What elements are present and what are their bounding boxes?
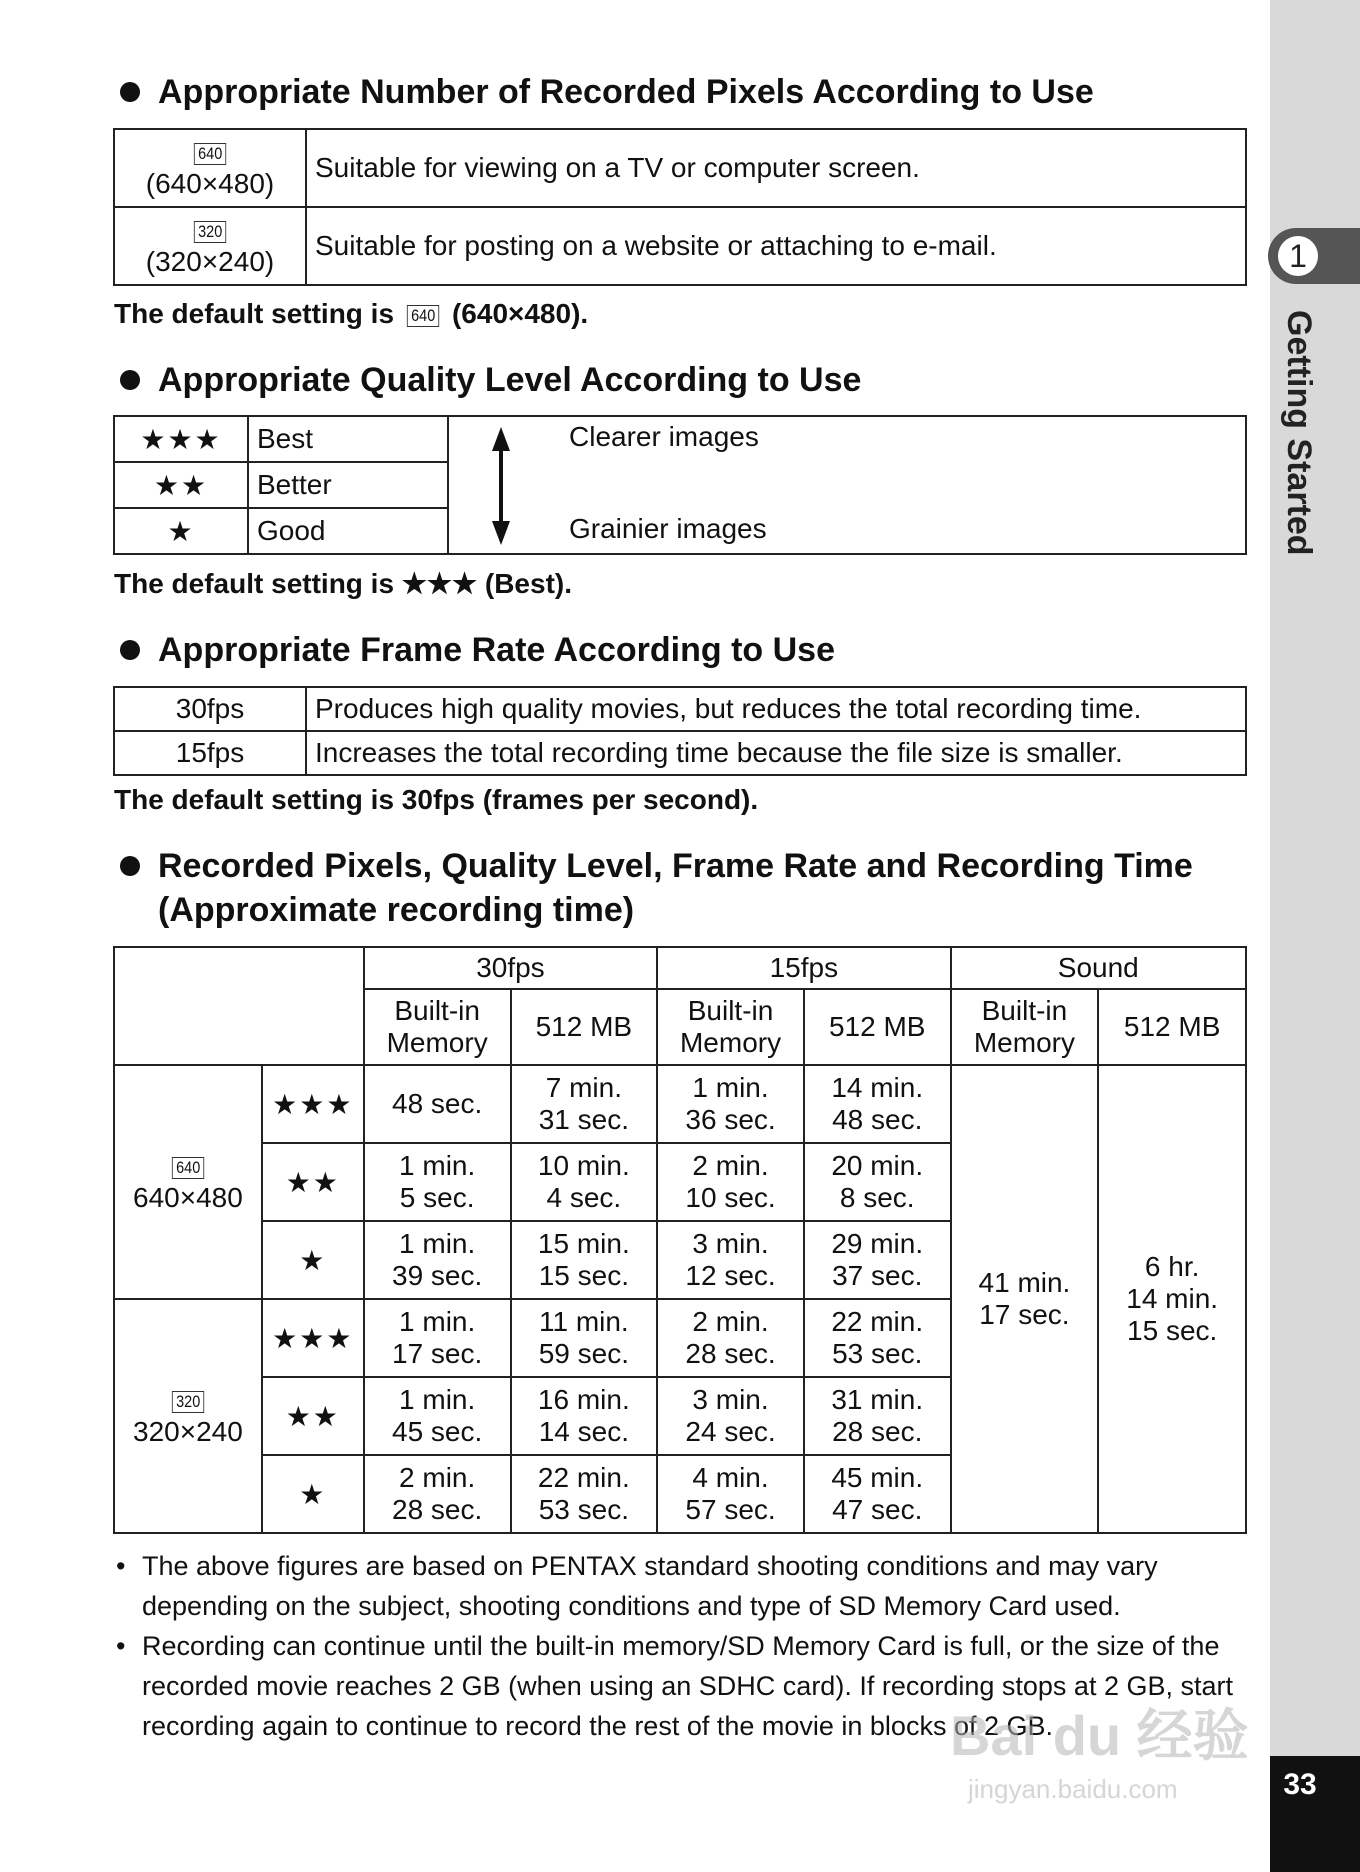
framerate-default-note: The default setting is 30fps (frames per second).	[114, 784, 759, 815]
framerate-value: 30fps	[114, 687, 306, 731]
heading-text: Appropriate Frame Rate According to Use	[158, 631, 835, 669]
pixels-table	[113, 128, 1247, 286]
header-card: 512 MB	[804, 989, 951, 1065]
page-number: 33	[1283, 1768, 1317, 1801]
time-cell: 7 min. 31 sec.	[511, 1065, 658, 1143]
header-card: 512 MB	[511, 989, 658, 1065]
time-cell: 1 min. 45 sec.	[364, 1377, 511, 1455]
grainier-images-text: Grainier images	[569, 513, 767, 544]
default-pre: The default setting is	[114, 298, 395, 329]
time-cell: 1 min. 36 sec.	[657, 1065, 804, 1143]
table-row	[114, 947, 1246, 989]
time-cell: 3 min. 24 sec.	[657, 1377, 804, 1455]
time-cell: 45 min. 47 sec.	[804, 1455, 951, 1533]
time-cell: 22 min. 53 sec.	[804, 1299, 951, 1377]
time-cell: 31 min. 28 sec.	[804, 1377, 951, 1455]
movie-640-icon: 640	[172, 1157, 205, 1179]
quality-stars: ★	[262, 1455, 364, 1533]
time-cell: 3 min. 12 sec.	[657, 1221, 804, 1299]
time-cell: 15 min. 15 sec.	[511, 1221, 658, 1299]
header-15fps: 15fps	[657, 947, 950, 989]
time-cell: 1 min. 5 sec.	[364, 1143, 511, 1221]
watermark-url: jingyan.baidu.com	[968, 1774, 1178, 1804]
pixels-default-note	[114, 296, 588, 332]
time-cell: 2 min. 28 sec.	[657, 1299, 804, 1377]
time-cell: 2 min. 10 sec.	[657, 1143, 804, 1221]
section-heading-recording-time	[120, 844, 1193, 932]
time-cell: 10 min. 4 sec.	[511, 1143, 658, 1221]
resolution-640-cell	[114, 1065, 262, 1299]
quality-stars: ★	[114, 508, 248, 554]
clearer-images-text: Clearer images	[569, 421, 759, 452]
framerate-table	[113, 686, 1247, 776]
heading-text: Appropriate Quality Level According to Use	[158, 361, 862, 399]
resolution-text: 320×240	[133, 1416, 243, 1447]
quality-stars: ★★★	[262, 1065, 364, 1143]
time-cell: 11 min. 59 sec.	[511, 1299, 658, 1377]
quality-scale-cell	[448, 416, 1246, 554]
movie-320-icon: 320	[172, 1391, 205, 1413]
note-text: The above figures are based on PENTAX standard shooting conditions and may vary depending on the subject, shooting conditions and type of SD Memory Card used.	[142, 1551, 1158, 1621]
quality-stars: ★★★	[114, 416, 248, 462]
pixels-size: (640×480)	[145, 168, 275, 199]
quality-default-note: The default setting is ★★★ (Best).	[114, 568, 573, 599]
section-heading-framerate	[120, 628, 835, 672]
quality-table	[113, 415, 1247, 555]
recording-time-table	[113, 946, 1247, 1534]
time-cell: 4 min. 57 sec.	[657, 1455, 804, 1533]
up-down-arrow-icon	[489, 427, 513, 545]
table-row	[114, 129, 1246, 207]
time-cell: 29 min. 37 sec.	[804, 1221, 951, 1299]
section-heading-pixels	[120, 70, 1094, 114]
time-cell: 48 sec.	[364, 1065, 511, 1143]
table-row	[114, 687, 1246, 731]
note-item	[114, 1546, 1244, 1626]
framerate-desc: Increases the total recording time because the file size is smaller.	[306, 731, 1246, 775]
pixels-desc: Suitable for posting on a website or attaching to e-mail.	[306, 207, 1246, 285]
bullet-dot	[120, 856, 140, 876]
bullet-dot	[120, 370, 140, 390]
header-30fps: 30fps	[364, 947, 657, 989]
pixels-cell	[114, 207, 306, 285]
corner-cell	[114, 947, 364, 1065]
time-cell: 22 min. 53 sec.	[511, 1455, 658, 1533]
table-row	[114, 207, 1246, 285]
default-post: (640×480).	[451, 298, 589, 329]
heading-text-line2: (Approximate recording time)	[158, 891, 635, 929]
header-builtin: Built-in Memory	[951, 989, 1099, 1065]
quality-stars: ★★	[262, 1143, 364, 1221]
header-builtin: Built-in Memory	[657, 989, 804, 1065]
table-row	[114, 1065, 1246, 1143]
note-bullet: •	[116, 1551, 126, 1581]
table-row	[114, 731, 1246, 775]
quality-label: Best	[248, 416, 448, 462]
time-cell: 14 min. 48 sec.	[804, 1065, 951, 1143]
sound-builtin-cell: 41 min. 17 sec.	[951, 1065, 1099, 1533]
time-cell: 20 min. 8 sec.	[804, 1143, 951, 1221]
heading-text-line1: Recorded Pixels, Quality Level, Frame Rate and Recording Time	[158, 847, 1193, 885]
sound-card-cell: 6 hr. 14 min. 15 sec.	[1098, 1065, 1246, 1533]
heading-text: Appropriate Number of Recorded Pixels According to Use	[158, 73, 1094, 111]
chapter-number: 1	[1278, 236, 1318, 276]
bullet-dot	[120, 82, 140, 102]
quality-stars: ★★★	[262, 1299, 364, 1377]
pixels-desc: Suitable for viewing on a TV or computer screen.	[306, 129, 1246, 207]
watermark-logo: Bai du 经验	[950, 1704, 1249, 1767]
bullet-dot	[120, 640, 140, 660]
note-text: Recording can continue until the built-in memory/SD Memory Card is full, or the size of the recorded movie reaches 2 GB (when using an SDHC card). If recording stops at 2 GB, start recording again to continue to record the rest of the movie in blocks of 2 GB.	[142, 1631, 1233, 1741]
section-heading-quality	[120, 358, 861, 402]
framerate-desc: Produces high quality movies, but reduces the total recording time.	[306, 687, 1246, 731]
chapter-label: Getting Started	[1280, 310, 1318, 556]
quality-label: Good	[248, 508, 448, 554]
movie-640-icon: 640	[194, 143, 227, 165]
time-cell: 1 min. 39 sec.	[364, 1221, 511, 1299]
quality-stars: ★	[262, 1221, 364, 1299]
time-cell: 16 min. 14 sec.	[511, 1377, 658, 1455]
quality-label: Better	[248, 462, 448, 508]
pixels-cell	[114, 129, 306, 207]
framerate-value: 15fps	[114, 731, 306, 775]
header-builtin: Built-in Memory	[364, 989, 511, 1065]
resolution-text: 640×480	[133, 1182, 243, 1213]
movie-640-icon: 640	[407, 305, 440, 327]
quality-stars: ★★	[262, 1377, 364, 1455]
movie-320-icon: 320	[194, 221, 227, 243]
header-sound: Sound	[951, 947, 1246, 989]
pixels-size: (320×240)	[145, 246, 275, 277]
time-cell: 1 min. 17 sec.	[364, 1299, 511, 1377]
note-bullet: •	[116, 1631, 126, 1661]
quality-stars: ★★	[114, 462, 248, 508]
resolution-320-cell	[114, 1299, 262, 1533]
header-card: 512 MB	[1098, 989, 1246, 1065]
table-row	[114, 416, 1246, 462]
time-cell: 2 min. 28 sec.	[364, 1455, 511, 1533]
